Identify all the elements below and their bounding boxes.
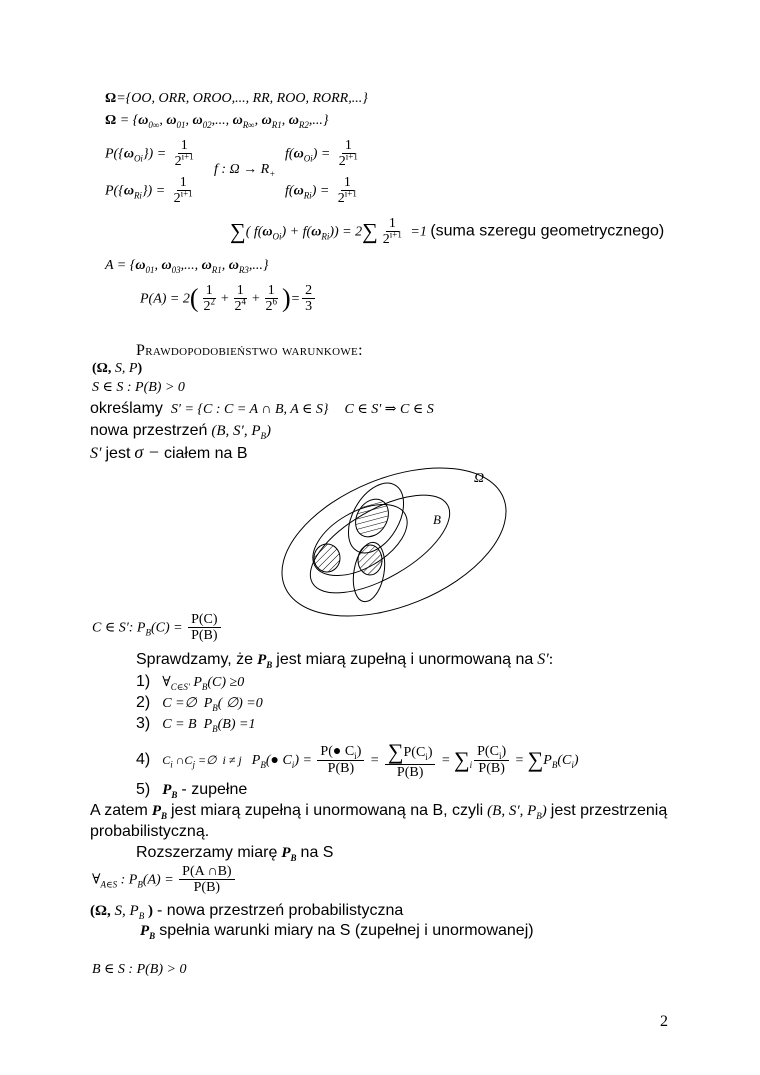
formula-f-omega-o: $f(\omega_{Oi})$ = $\frac{1}{2^{i+1}}$ [285,138,358,170]
cialem-text: ciałem na B [163,445,248,462]
formula-set-a: $A = \{\omega_{01}$, $\omega_{03}$,..., $\omega_{R1}$, $\omega_{R3}$,...} [105,258,269,275]
formula-pb-extension: $\forall_{A\in S}$ : $P_B(A)$ = $\frac{P(A \cap B)}{P(B)}$ [92,864,237,896]
formula-triple: (Ω, S, P) [92,361,143,376]
jest-text: jest [105,445,131,462]
hatched-region-right [358,545,382,575]
b-label: B [433,512,441,527]
line-azatem: A zatem $P_B$ jest miarą zupełną i unormowaną na B, czyli (B, S′, $P_B$) jest przestrzenią [90,802,668,821]
azatem-text-c: jest przestrzenią [550,802,668,819]
formula-p-a: P(A) = 2( $\frac{1}{2^2}$ + $\frac{1}{2^4}$ + $\frac{1}{2^6}$ )= $\frac{2}{3}$ [140,283,317,315]
formula-f-omega-r: $f(\omega_{Ri})$ = $\frac{1}{2^{i+1}}$ [285,175,357,207]
item-5: 5) $P_B$ - zupełne [136,781,248,800]
item-3: 3) C = B $P_B(B) =1$ [136,715,256,734]
nas-text: na S [300,844,334,861]
formula-p-omega-r: $P(\{\omega_{Ri}\})$ = $\frac{1}{2^{i+1}}$ [105,175,193,207]
sprawdzamy-text-a: Sprawdzamy, że [136,651,254,668]
formula-pb-def: C ∈ S′: $P_B(C)$ = $\frac{P(C)}{P(B)}$ [92,612,223,644]
venn-figure [270,460,510,620]
line-okreslamy: określamy S′ = {C : C = A ∩ B, A ∈ S} C ∈ S′ ⇒ C ∈ S [90,400,434,417]
item-2: 2) C =∅ $P_B$( ∅) =0 [136,694,263,713]
okreslamy-text: określamy [90,400,163,417]
hatched-region-left [314,544,340,572]
suma-note: (suma szeregu geometrycznego) [430,222,665,240]
nowa-prob-text: - nowa przestrzeń probabilistyczna [156,902,404,919]
line-sigma-cialo: S′ jest σ − ciałem na B [90,442,248,462]
formula-p-omega-o: $P(\{\omega_{Oi}\})$ = $\frac{1}{2^{i+1}}$ [105,138,194,170]
section-heading: Prawdopodobieństwo warunkowe: [136,342,363,359]
page-number: 2 [660,1013,668,1030]
omega-label: Ω [474,471,485,486]
set-ellipse-1 [301,490,419,590]
formula-s-cond: S ∈ S : P(B) > 0 [92,380,185,395]
omega-set-omegas: $\Omega = \{\omega_{0\infty}$, $\omega_{01}$, $\omega_{02}$,..., $\omega_{R\infty}$, $\omega_{R1}$, $\omega_{R2}$,...} [105,113,329,130]
sprawdzamy-text-b: jest miarą zupełną i unormowaną na [276,651,534,668]
azatem-text-b: jest miarą zupełną i unormowaną na B, czyli [171,802,484,819]
azatem-text-a: A zatem [90,802,148,819]
nowa-przestrzen-text: nowa przestrzeń [90,422,208,439]
line-spelnia: $P_B$ spełnia warunki miary na S (zupełnej i unormowanej) [140,922,534,941]
omega-set-outcomes: Ω={OO, ORR, OROO,..., RR, ROO, RORR,...} [105,91,368,106]
item-4: 4) $C_i$ $\cap C_j$ =∅ i ≠ j $P_B(●$ $C_i$) = $\frac{P(● C_i)}{P(B)}$ = $\frac{\sum P(C_i)}{P(B)}$ = $\sum_i$ $\frac{P(C_i)}{P(B)}$ = $\sum P_B(C_i)$ [136,739,579,781]
rozszerzamy-text: Rozszerzamy miarę [136,844,278,861]
line-sprawdzamy: Sprawdzamy, że $P_B$ jest miarą zupełną i unormowaną na S′: [136,651,554,670]
formula-b-cond: B ∈ S : P(B) > 0 [92,962,187,977]
item5-text: - zupełne [181,781,248,798]
item-1: 1) $\forall_{C\in S'}$ $P_B(C) \ge 0$ [136,673,245,692]
formula-sum-series: ∑( $f(\omega_{Oi}) + f(\omega_{Ri})) = 2\sum$ $\frac{1}{2^{i+1}}$ =1 (suma szeregu geometrycznego) [230,216,665,248]
hatched-region-top [349,493,395,543]
line-nowa-prob: (Ω, S, $P_B$ ) - nowa przestrzeń probabilistyczna [90,902,404,921]
line-rozszerzamy: Rozszerzamy miarę $P_B$ na S [136,844,334,863]
spelnia-text: spełnia warunki miary na S (zupełnej i unormowanej) [159,922,534,939]
line-nowa-przestrzen: nowa przestrzeń (B, S′, $P_B$) [90,422,271,441]
probab-text: probabilistyczną. [90,823,210,840]
formula-f-map: f : $\Omega \to R_+$ [214,162,276,179]
